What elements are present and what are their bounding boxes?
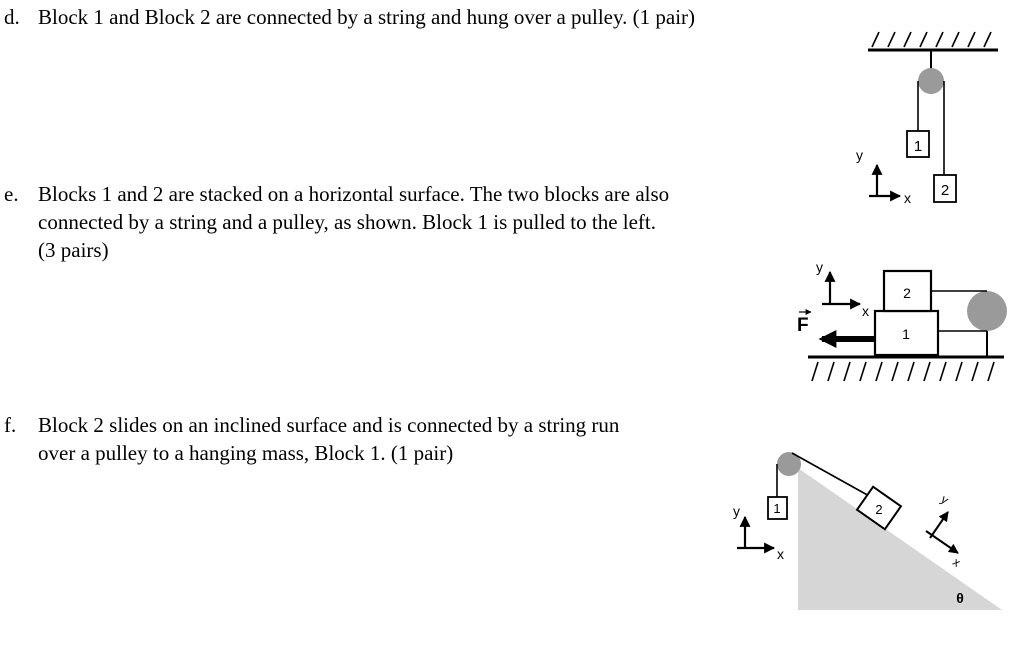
surface-hatching xyxy=(812,362,994,381)
axis-x-label: x xyxy=(904,190,911,206)
diagram-e xyxy=(797,259,1007,381)
problem-label: d. xyxy=(4,5,20,29)
tilted-axes xyxy=(926,492,963,569)
problem-line: Block 2 slides on an inclined surface and is connected by a string run xyxy=(38,413,620,437)
tilted-axis-y-label: y xyxy=(938,492,952,508)
incline xyxy=(798,468,1002,610)
problem-line: (3 pairs) xyxy=(38,238,109,262)
angle-label: θ xyxy=(956,590,964,606)
axis-y-label: y xyxy=(816,259,823,275)
pulley-wheel xyxy=(918,68,944,94)
axes-d xyxy=(856,147,911,206)
force-label xyxy=(797,312,811,336)
diagram-f xyxy=(733,452,1002,610)
ceiling xyxy=(868,32,998,50)
pulley-wheel xyxy=(967,291,1007,331)
problem-line: Blocks 1 and 2 are stacked on a horizontal surface. The two blocks are also xyxy=(38,182,670,206)
axis-x-label: x xyxy=(777,546,784,562)
problem-line: connected by a string and a pulley, as shown. Block 1 is pulled to the left. xyxy=(38,210,657,234)
block-2-label: 2 xyxy=(903,285,911,301)
block-2-label: 2 xyxy=(940,182,950,199)
tilted-axis-x-label: x xyxy=(950,554,964,570)
problem-label: e. xyxy=(4,182,19,206)
block-1-label: 1 xyxy=(773,501,781,516)
svg-text:F: F xyxy=(797,315,809,336)
axis-y-label: y xyxy=(856,147,863,163)
axis-x-label: x xyxy=(862,303,869,319)
block-2-label: 2 xyxy=(875,502,883,517)
problem-line: Block 1 and Block 2 are connected by a string and hung over a pulley. (1 pair) xyxy=(38,5,696,29)
block-1-label: 1 xyxy=(913,138,923,155)
problem-label: f. xyxy=(4,413,17,437)
diagram-d xyxy=(856,32,998,206)
axes-e xyxy=(816,259,869,319)
block-1-label: 1 xyxy=(902,326,910,342)
problem-line: over a pulley to a hanging mass, Block 1. (1 pair) xyxy=(38,441,454,465)
axis-y-label: y xyxy=(733,503,740,519)
